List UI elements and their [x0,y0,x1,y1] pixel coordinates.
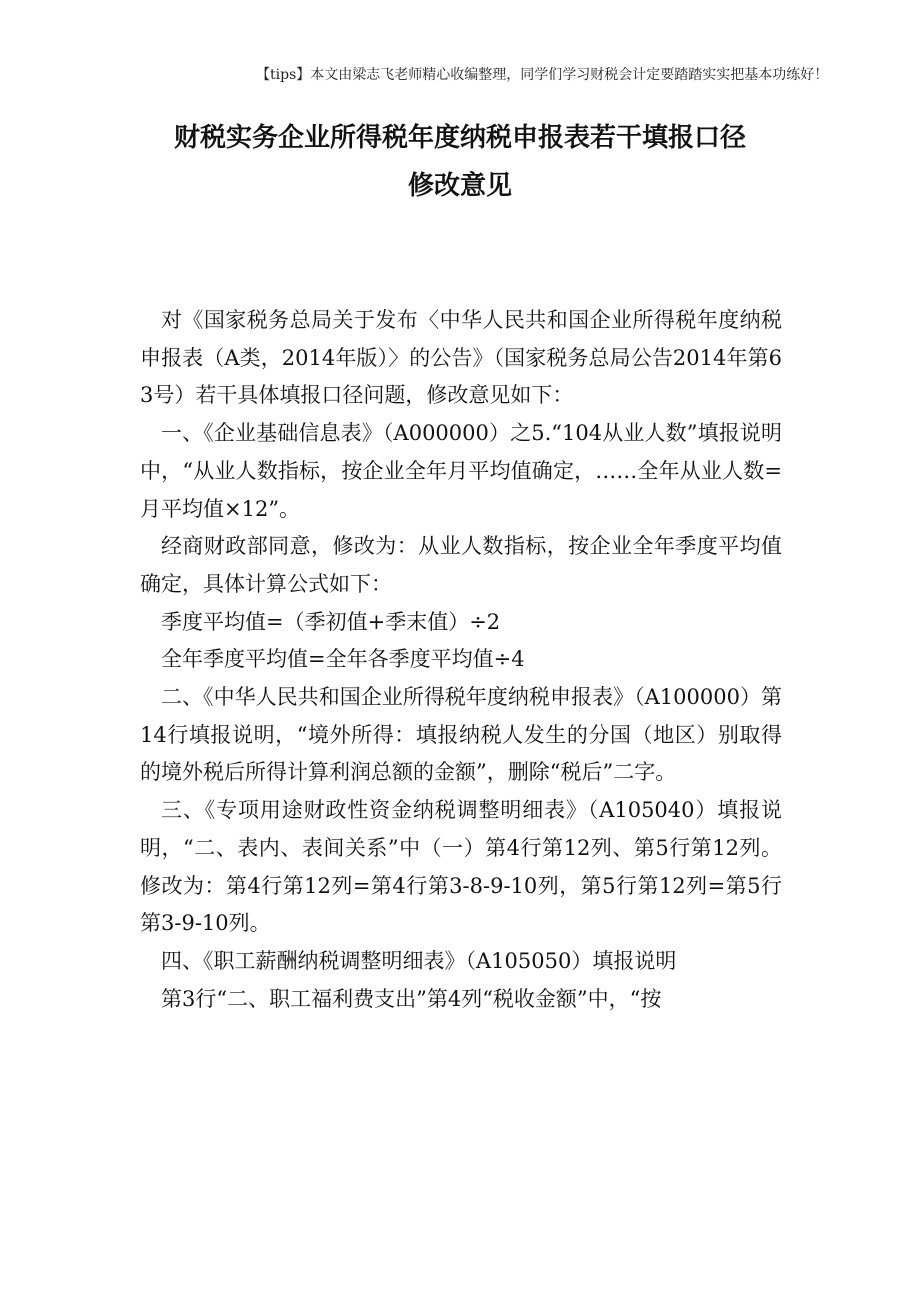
paragraph-item-1: 一、《企业基础信息表》（A000000）之5.“104从业人数”填报说明中，“从业人数指标，按企业全年月平均值确定，……全年从业人数=月平均值×12”。 [140,421,782,521]
formula-quarter-average: 季度平均值=（季初值+季末值）÷2 [161,609,501,634]
formula-annual-average: 全年季度平均值=全年各季度平均值÷4 [161,647,525,672]
paragraph-item-4-detail: 第3行“二、职工福利费支出”第4列“税收金额”中，“按 [161,986,662,1011]
paragraph-item-3: 三、《专项用途财政性资金纳税调整明细表》（A105040）填报说明，“二、表内、表间关系”中（一）第4行第12列、第5行第12列。修改为：第4行第12列=第4行第3-8-9-10列，第5行第12列=第5行第3-9-10列。 [140,798,782,936]
document-body [140,302,782,1018]
paragraph-item-1-revision: 经商财政部同意，修改为：从业人数指标，按企业全年季度平均值确定，具体计算公式如下： [140,534,782,596]
title-line-1: 财税实务企业所得税年度纳税申报表若干填报口径 [173,123,746,153]
tips-header: 【tips】本文由梁志飞老师精心收编整理，同学们学习财税会计定要踏踏实实把基本功练好！ [256,67,829,83]
paragraph-item-2: 二、《中华人民共和国企业所得税年度纳税申报表》（A100000）第14行填报说明，“境外所得：填报纳税人发生的分国（地区）别取得的境外税后所得计算利润总额的金额”，删除“税后”二字。 [140,685,782,785]
paragraph-intro: 对《国家税务总局关于发布〈中华人民共和国企业所得税年度纳税申报表（A类，2014年版）〉的公告》（国家税务总局公告2014年第63号）若干具体填报口径问题，修改意见如下： [140,308,782,408]
paragraph-item-4: 四、《职工薪酬纳税调整明细表》（A105050）填报说明 [161,948,677,973]
document-title [90,114,830,210]
title-line-2: 修改意见 [407,171,512,201]
